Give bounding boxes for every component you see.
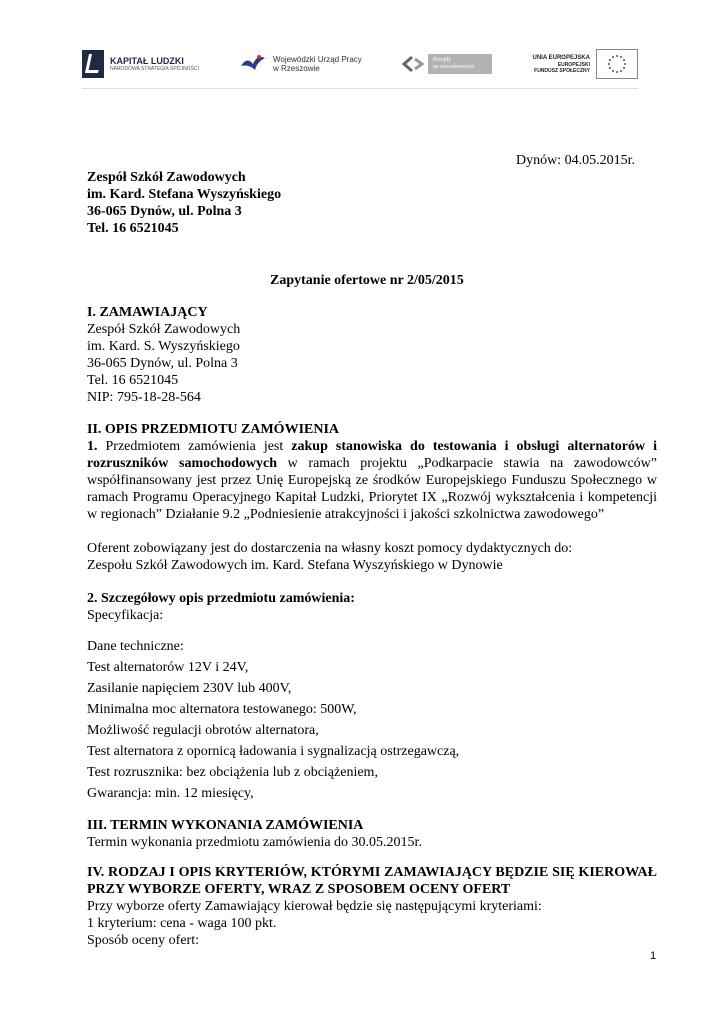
document-date: Dynów: 04.05.2015r. [516,153,635,168]
spec-label: Specyfikacja: [87,608,164,623]
section3-heading: III. TERMIN WYKONANIA ZAMÓWIENIA [87,818,364,833]
kl-subtitle: NARODOWA STRATEGIA SPÓJNOŚCI [110,66,199,72]
ue-line2: EUROPEJSKI [557,61,590,68]
sender-patron: im. Kard. Stefana Wyszyńskiego [87,187,282,202]
header-logos [82,40,638,89]
section1-line: Zespół Szkół Zawodowych [87,322,241,337]
p1-text-a: Przedmiotem zamówienia jest [97,439,292,454]
spec-item: Test rozrusznika: bez obciążenia lub z obciążeniem, [87,765,378,780]
section4-line2: 1 kryterium: cena - waga 100 pkt. [87,916,277,931]
section1-line: im. Kard. S. Wyszyńskiego [87,339,240,354]
spec-item: Test alternatorów 12V i 24V, [87,660,249,675]
ue-line1: UNIA EUROPEJSKA [532,54,590,61]
sender-name: Zespół Szkół Zawodowych [87,170,246,185]
wup-bird-icon [239,52,267,76]
przejdz-logo [402,54,493,74]
przejdz-label [428,54,493,74]
ue-logo [533,49,638,79]
p1-text-b: w ramach projektu „Podkarpacie stawia na zawodowców” współfinansowany jest przez Unię Europejską ze środków Europejskiego Funduszu Społecznego w ramach Programu Operacyjnego Kapitał Ludzki, Priorytet IX „Rozwój wykształcenia i kompetencji w regionach” Działanie 9.2 „Podniesienie atrakcyjności i jakości szkolnictwa zawodowego” [87,456,657,522]
section2-heading: II. OPIS PRZEDMIOTU ZAMÓWIENIA [87,422,340,437]
spec-item: Minimalna moc alternatora testowanego: 500W, [87,702,357,717]
sender-phone: Tel. 16 6521045 [87,221,179,236]
wup-logo [239,52,362,76]
section2-paragraph3: Zespołu Szkół Zawodowych im. Kard. Stefana Wyszyńskiego w Dynowie [87,558,503,573]
section2-paragraph1 [87,438,657,523]
section4-heading: IV. RODZAJ I OPIS KRYTERIÓW, KTÓRYMI ZAMAWIAJĄCY BĘDZIE SIĘ KIEROWAŁ PRZY WYBORZE OFERTY, WRAZ Z SPOSOBEM OCENY OFERT [87,865,657,897]
spec-item: Możliwość regulacji obrotów alternatora, [87,723,319,738]
section1-line: NIP: 795-18-28-564 [87,390,201,405]
section2-paragraph2: Oferent zobowiązany jest do dostarczenia na własny koszt pomocy dydaktycznych do: [87,541,573,556]
section1-line: Tel. 16 6521045 [87,373,179,388]
eu-flag-icon [596,49,638,79]
ue-line3: FUNDUSZ SPOŁECZNY [534,67,590,74]
p1-number: 1. [87,439,98,454]
section4-line3: Sposób oceny ofert: [87,933,199,948]
spec-item: Zasilanie napięciem 230V lub 400V, [87,681,292,696]
document-title: Zapytanie ofertowe nr 2/05/2015 [270,273,464,288]
wup-line1: Wojewódzki Urząd Pracy [273,55,362,64]
spec-item: Test alternatora z opornicą ładowania i sygnalizacją ostrzegawczą, [87,744,460,759]
kapital-ludzki-icon [82,50,104,78]
kapital-ludzki-logo [82,50,199,78]
kl-title: KAPITAŁ LUDZKI [110,56,184,66]
sender-address: 36-065 Dynów, ul. Polna 3 [87,204,242,219]
section1-line: 36-065 Dynów, ul. Polna 3 [87,356,238,371]
pz-line1: Przejdź [432,57,451,63]
p1-bold-subject: zakup stanowiska do testowania i obsługi alternatorów i rozruszników samochodowych [87,439,657,471]
section2-subheading: 2. Szczegółowy opis przedmiotu zamówienia: [87,591,355,606]
section3-text: Termin wykonania przedmiotu zamówienia do 30.05.2015r. [87,835,422,850]
section4-line1: Przy wyborze oferty Zamawiający kierował będzie się następującymi kryteriami: [87,899,542,914]
wup-line2: w Rzeszowie [273,64,320,73]
pz-line2: na zawodowstwo [432,64,475,70]
tech-label: Dane techniczne: [87,639,184,654]
section1-heading: I. ZAMAWIAJĄCY [87,305,208,320]
przejdz-arrow-icon [402,55,424,73]
page-number: 1 [650,950,657,962]
spec-item: Gwarancja: min. 12 miesięcy, [87,786,254,801]
